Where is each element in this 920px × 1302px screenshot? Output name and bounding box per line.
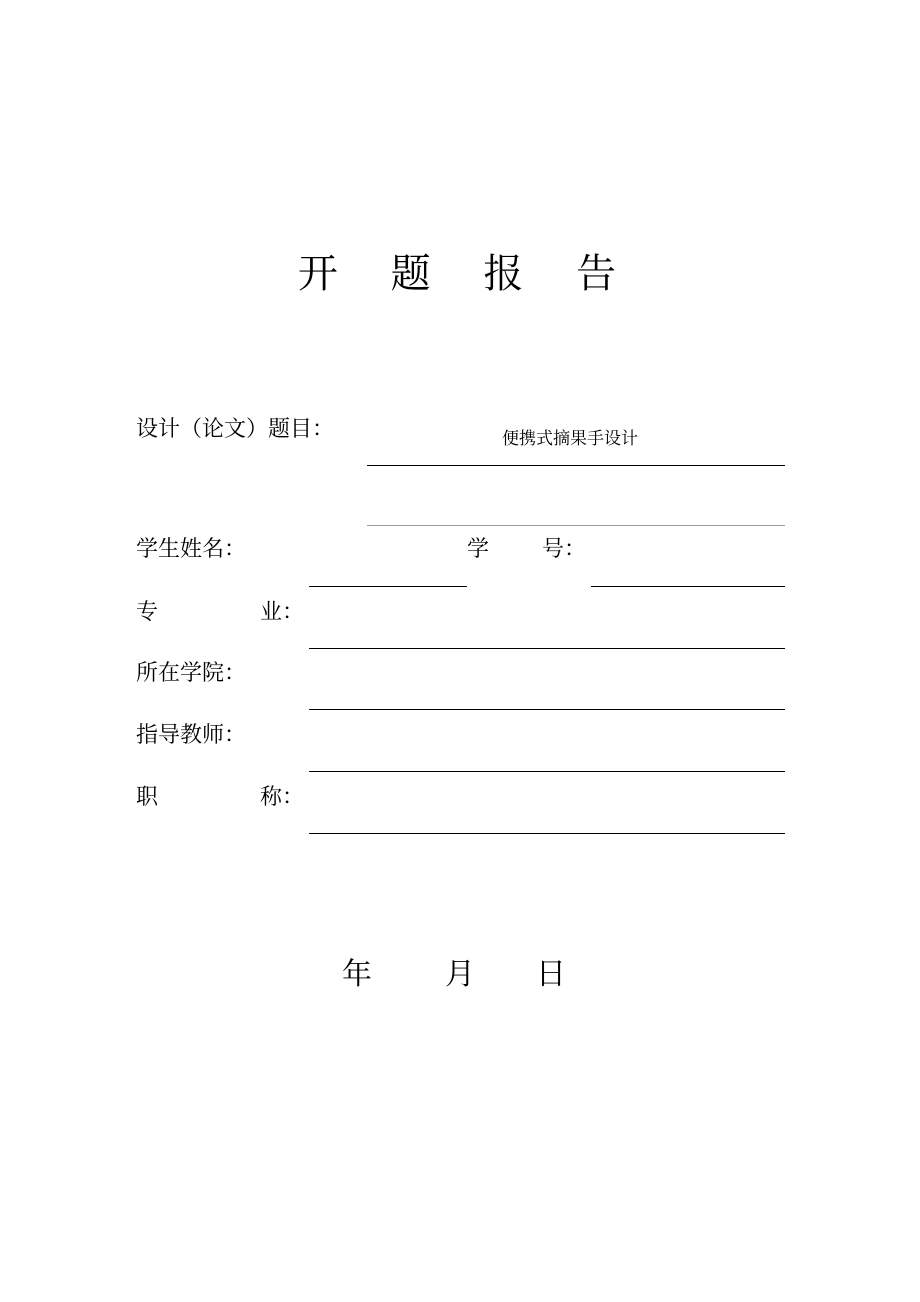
major-line [309,648,785,649]
topic-line-2 [367,525,785,526]
college-label: 所在学院： [136,661,247,686]
date-year: 年 [342,957,372,992]
student-name-line [309,586,467,587]
student-id-line [591,586,785,587]
topic-label: 设计（论文）题目： [136,417,335,442]
date-month: 月 [445,957,475,992]
title-label-second: 称： [260,785,305,810]
title-label-first: 职 [136,785,159,810]
topic-line-1 [367,465,785,466]
topic-value: 便携式摘果手设计 [502,429,638,449]
college-line [309,709,785,710]
date-day: 日 [536,957,566,992]
student-id-label-second: 号： [542,537,587,562]
major-label-second: 业： [260,600,305,625]
student-id-label-first: 学 [467,537,490,562]
advisor-label: 指导教师： [136,723,247,748]
professional-title-line [309,833,785,834]
advisor-line [309,771,785,772]
student-name-label: 学生姓名： [136,537,247,562]
major-label-first: 专 [136,600,159,625]
report-title: 开 题 报 告 [297,251,637,297]
